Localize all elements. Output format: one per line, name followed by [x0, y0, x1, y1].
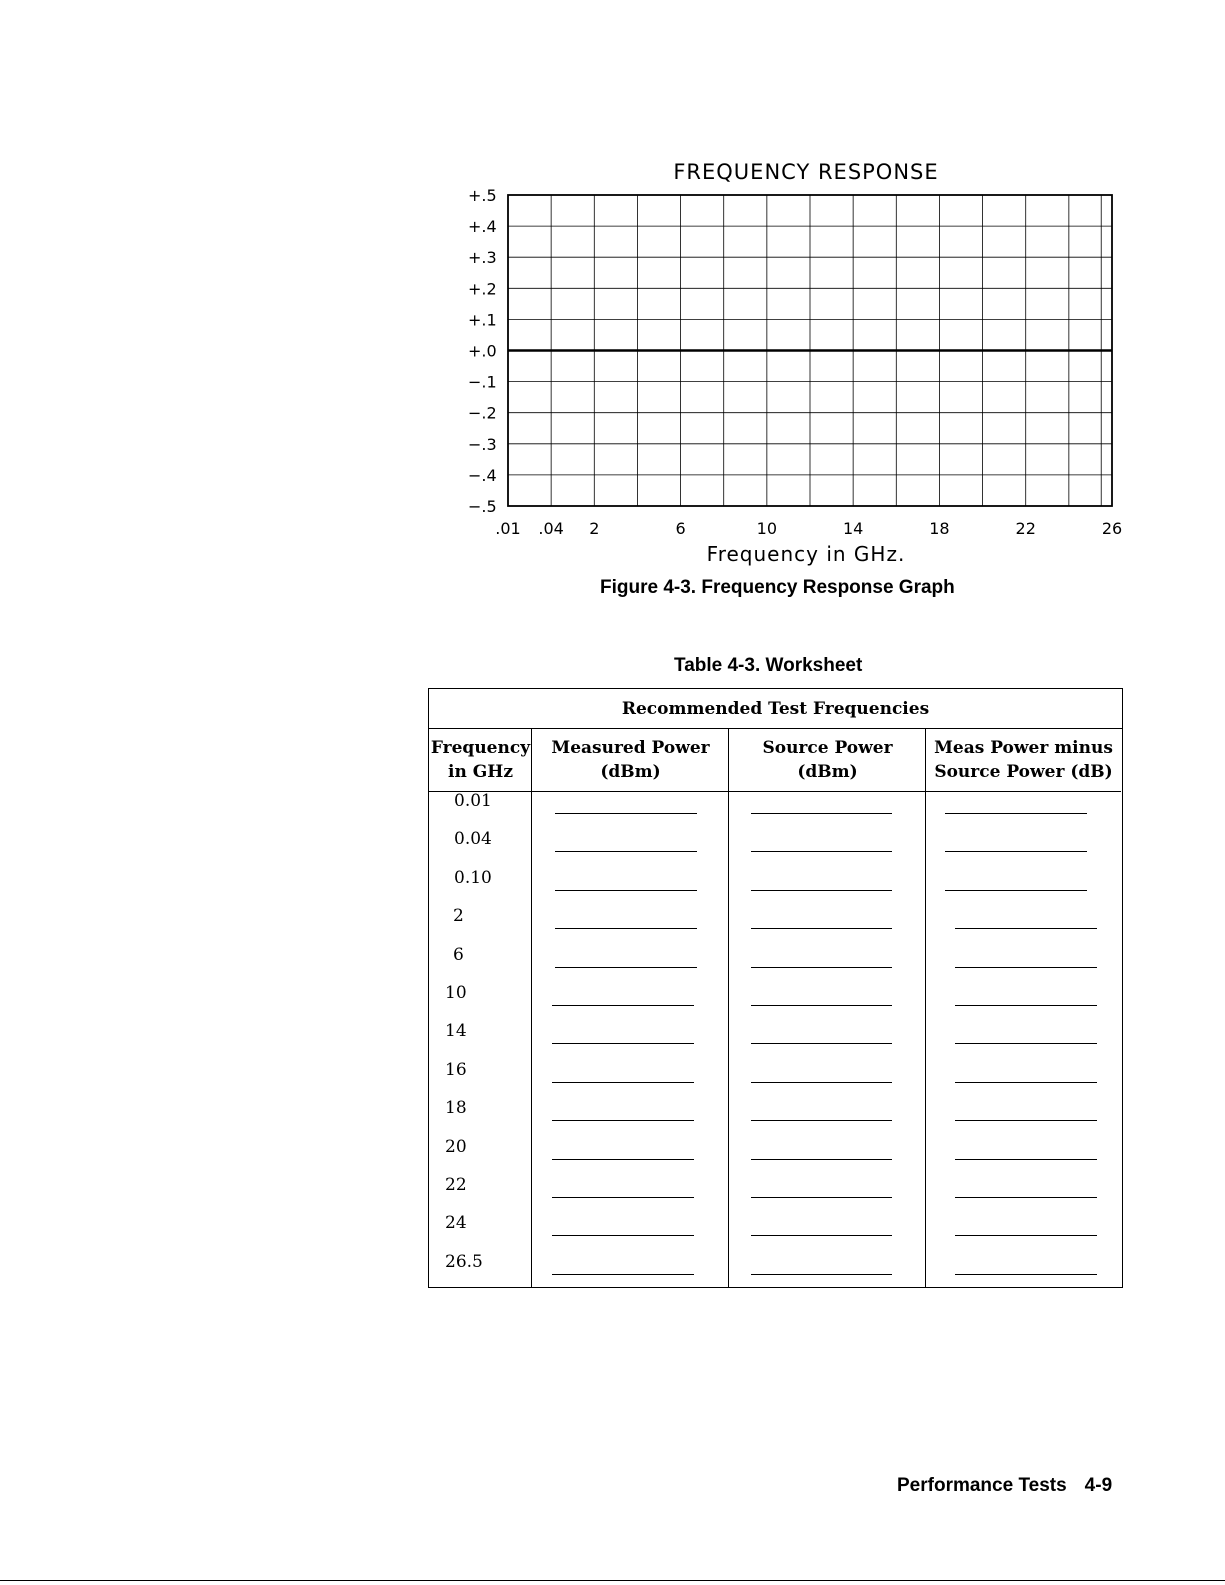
column-header-frequency [429, 729, 532, 792]
power-difference-blank [955, 1120, 1097, 1121]
column-divider [531, 729, 532, 1287]
column-header-line: Frequency [430, 738, 531, 758]
frequency-cell: 10 [445, 983, 467, 1003]
source-power-blank [751, 813, 892, 814]
measured-power-blank [552, 1043, 694, 1044]
frequency-cell: 16 [445, 1059, 467, 1080]
power-difference-blank [955, 1197, 1097, 1198]
y-tick-label: +.2 [468, 279, 497, 299]
frequency-cell: 2 [453, 906, 464, 927]
column-header-power-difference [926, 729, 1121, 792]
power-difference-blank [955, 1043, 1097, 1044]
measured-power-blank [555, 851, 697, 852]
power-difference-blank [945, 890, 1087, 891]
frequency-cell: 14 [445, 1021, 467, 1042]
source-power-blank [751, 1197, 892, 1198]
y-tick-label: +.1 [468, 310, 497, 330]
power-difference-blank [955, 928, 1097, 929]
y-tick-label: −.3 [468, 434, 497, 454]
footer-section-title: Performance Tests [897, 1475, 1067, 1496]
measured-power-blank [555, 813, 697, 814]
y-tick-label: −.5 [468, 497, 497, 516]
measured-power-blank [555, 928, 697, 929]
y-tick-label: +.3 [468, 248, 497, 268]
x-tick-label: 18 [929, 519, 950, 538]
column-header-line: (dBm) [797, 762, 858, 782]
source-power-blank [751, 1159, 892, 1160]
column-divider [728, 729, 729, 1287]
column-header-measured-power [532, 729, 729, 792]
frequency-cell: 26.5 [445, 1251, 483, 1272]
frequency-cell: 6 [453, 944, 464, 965]
page-number: 4-9 [1084, 1475, 1113, 1496]
x-tick-label: .04 [538, 519, 564, 538]
frequency-cell: 0.01 [454, 791, 492, 811]
y-tick-label: +.5 [468, 186, 497, 205]
x-tick-labels [495, 519, 1122, 538]
x-tick-label: 2 [589, 519, 600, 538]
figure-caption: Figure 4-3. Frequency Response Graph [600, 577, 955, 598]
column-header-line: Measured Power [551, 738, 710, 758]
column-divider [925, 729, 926, 1287]
power-difference-blank [955, 1235, 1097, 1236]
measured-power-blank [555, 967, 697, 968]
measured-power-blank [552, 1235, 694, 1236]
power-difference-blank [955, 1082, 1097, 1083]
source-power-blank [751, 1120, 892, 1121]
y-tick-label: −.2 [468, 403, 497, 423]
frequency-response-chart [0, 0, 1225, 620]
x-tick-label: 22 [1015, 519, 1036, 538]
power-difference-blank [945, 851, 1087, 852]
y-tick-label: +.0 [468, 341, 497, 361]
page-footer [897, 1475, 1112, 1497]
y-tick-labels [468, 186, 497, 516]
measured-power-blank [555, 890, 697, 891]
y-tick-label: −.4 [468, 465, 497, 485]
source-power-blank [751, 928, 892, 929]
power-difference-blank [955, 1159, 1097, 1160]
source-power-blank [751, 967, 892, 968]
measured-power-blank [552, 1159, 694, 1160]
source-power-blank [751, 1082, 892, 1083]
power-difference-blank [945, 813, 1087, 814]
source-power-blank [751, 890, 892, 891]
power-difference-blank [955, 1274, 1097, 1275]
x-tick-label: 6 [675, 519, 686, 538]
measured-power-blank [552, 1082, 694, 1083]
y-tick-label: −.1 [468, 372, 497, 392]
frequency-cell: 0.10 [454, 867, 492, 888]
source-power-blank [751, 1005, 892, 1006]
column-header-line: in GHz [448, 762, 513, 782]
power-difference-blank [955, 967, 1097, 968]
y-tick-label: +.4 [468, 217, 497, 237]
measured-power-blank [552, 1197, 694, 1198]
source-power-blank [751, 851, 892, 852]
group-header: Recommended Test Frequencies [429, 689, 1122, 729]
frequency-cell: 22 [445, 1175, 467, 1195]
page-bottom-rule [0, 1580, 1225, 1581]
source-power-blank [751, 1235, 892, 1236]
measured-power-blank [552, 1005, 694, 1006]
source-power-blank [751, 1043, 892, 1044]
x-axis-label: Frequency in GHz. [706, 542, 906, 566]
frequency-cell: 24 [445, 1213, 467, 1234]
measured-power-blank [552, 1120, 694, 1121]
x-tick-label: 26 [1101, 519, 1123, 538]
x-tick-label: 10 [756, 519, 778, 538]
chart-title: FREQUENCY RESPONSE [673, 160, 939, 184]
column-header-line: Source Power [762, 738, 893, 758]
frequency-cell: 0.04 [454, 829, 492, 850]
frequency-cell: 20 [445, 1136, 467, 1157]
frequency-cell: 18 [445, 1098, 467, 1119]
x-tick-label: .01 [495, 519, 521, 538]
column-header-source-power [729, 729, 926, 792]
measured-power-blank [552, 1274, 694, 1275]
column-header-line: Meas Power minus [934, 738, 1113, 758]
source-power-blank [751, 1274, 892, 1275]
worksheet-table [428, 688, 1123, 1288]
table-caption: Table 4-3. Worksheet [674, 655, 863, 676]
power-difference-blank [955, 1005, 1097, 1006]
x-tick-label: 14 [842, 519, 864, 538]
column-header-line: (dBm) [600, 762, 661, 782]
column-header-line: Source Power (dB) [934, 762, 1113, 782]
